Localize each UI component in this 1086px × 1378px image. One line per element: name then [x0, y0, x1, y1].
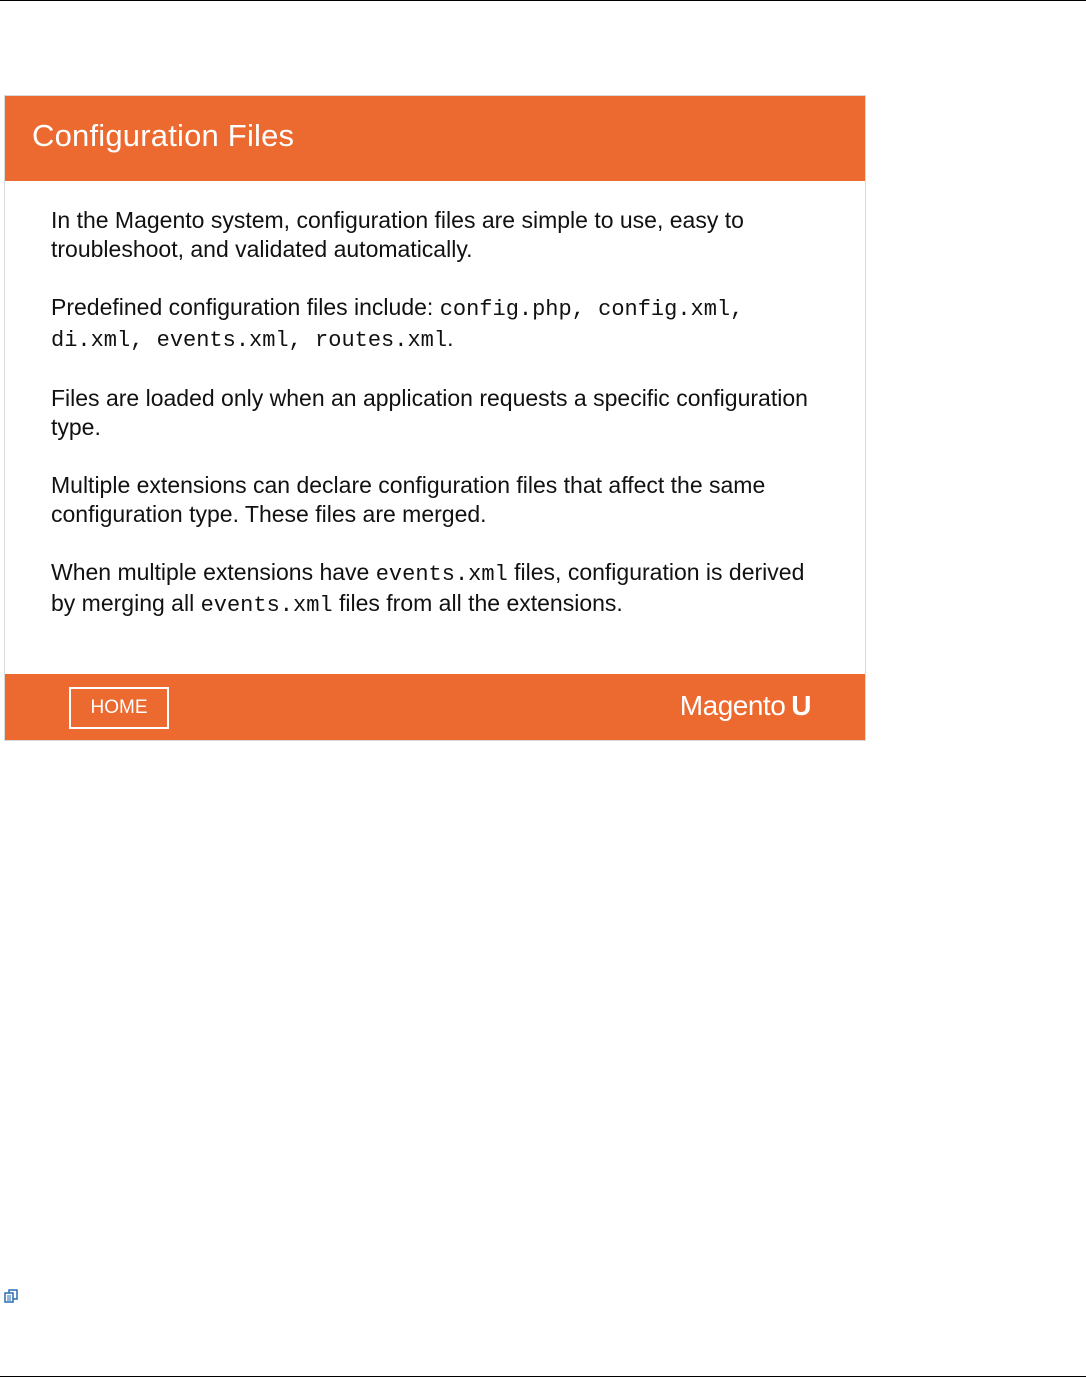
- bottom-rule: [0, 1376, 1086, 1377]
- events-code-1: events.xml: [375, 562, 508, 587]
- paragraph-events-xml: [51, 558, 831, 620]
- home-button[interactable]: HOME: [69, 687, 169, 729]
- brand-u: U: [791, 690, 811, 721]
- slide-footer: [5, 674, 865, 740]
- events-text-1: When multiple extensions have: [51, 559, 376, 585]
- document-copy-icon[interactable]: [3, 1289, 19, 1303]
- paragraph-loading: Files are loaded only when an application requests a specific configuration type.: [51, 385, 808, 440]
- events-text-3: files from all the extensions.: [332, 590, 623, 616]
- paragraph-intro: In the Magento system, configuration files are simple to use, easy to troubleshoot, and validated automatically.: [51, 207, 744, 262]
- events-code-2: events.xml: [200, 593, 333, 618]
- predefined-files-list: config.php, config.xml, di.xml, events.xml, routes.xml: [51, 297, 744, 353]
- top-rule: [0, 0, 1086, 1]
- slide: [4, 95, 866, 741]
- slide-body: [51, 206, 831, 649]
- brand-text: Magento: [679, 690, 786, 721]
- slide-title: Configuration Files: [32, 118, 295, 153]
- paragraph-merging: Multiple extensions can declare configuration files that affect the same configuration type. These files are merged.: [51, 472, 766, 527]
- predefined-files-label: Predefined configuration files include:: [51, 294, 440, 320]
- paragraph-predefined-files: [51, 293, 831, 355]
- slide-header: [5, 96, 865, 181]
- predefined-files-period: .: [447, 325, 454, 351]
- events-text-2: files, configuration is derived by merging all: [51, 559, 805, 616]
- magento-u-logo: [680, 690, 811, 722]
